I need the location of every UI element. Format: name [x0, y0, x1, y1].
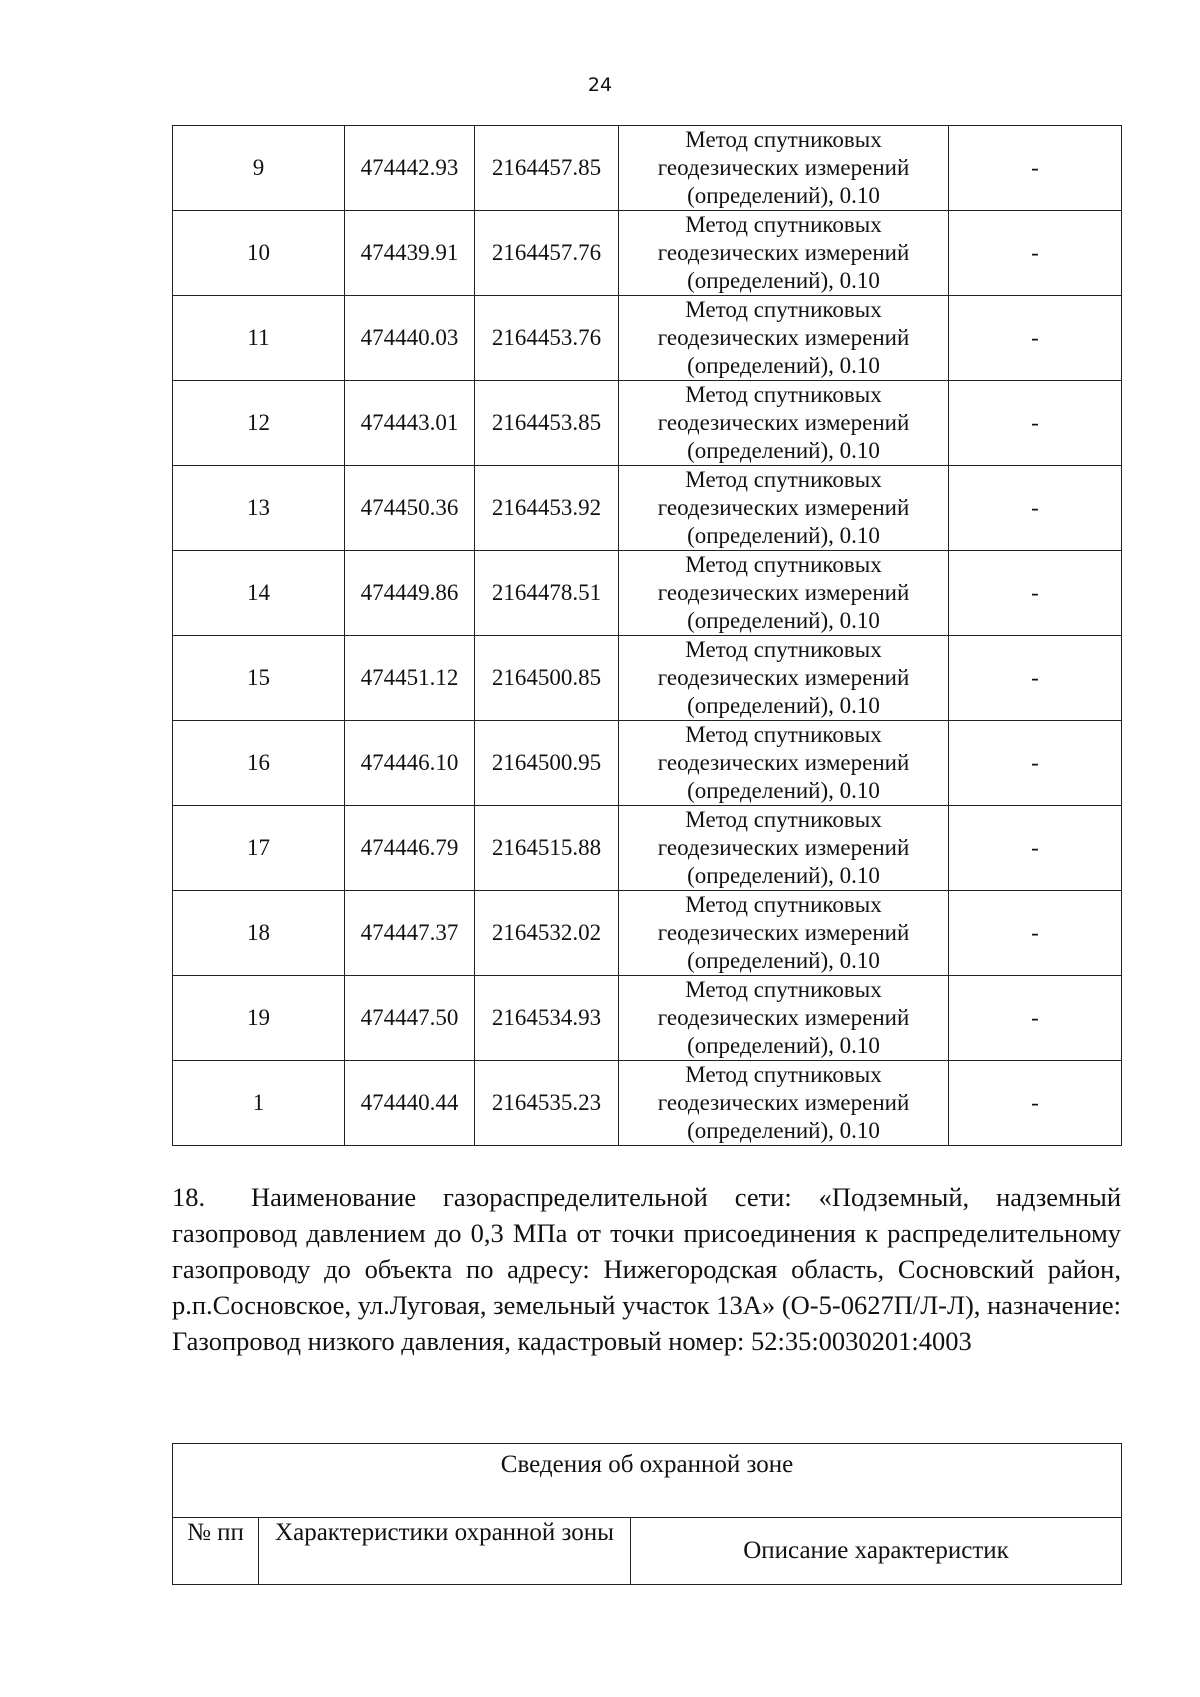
method-line: (определений), 0.10 — [687, 523, 880, 548]
method-line: (определений), 0.10 — [687, 1033, 880, 1058]
method-line: Метод спутниковых — [685, 467, 882, 492]
method-line: геодезических измерений — [657, 835, 910, 860]
coordinates-table-body — [173, 126, 1122, 1146]
zone-col-characteristics: Характеристики охранной зоны — [259, 1518, 631, 1585]
table-row — [173, 126, 1122, 211]
y-coordinate-cell: 2164453.85 — [475, 381, 619, 466]
method-line: (определений), 0.10 — [687, 1118, 880, 1143]
table-row — [173, 806, 1122, 891]
x-coordinate-cell: 474446.79 — [345, 806, 475, 891]
note-cell: - — [949, 551, 1122, 636]
point-number-cell: 13 — [173, 466, 345, 551]
x-coordinate-cell: 474442.93 — [345, 126, 475, 211]
point-number-cell: 15 — [173, 636, 345, 721]
zone-table-title: Сведения об охранной зоне — [173, 1444, 1122, 1518]
y-coordinate-cell: 2164535.23 — [475, 1061, 619, 1146]
point-number-cell: 16 — [173, 721, 345, 806]
method-line: геодезических измерений — [657, 665, 910, 690]
x-coordinate-cell: 474450.36 — [345, 466, 475, 551]
method-line: (определений), 0.10 — [687, 438, 880, 463]
y-coordinate-cell: 2164500.95 — [475, 721, 619, 806]
zone-col-description: Описание характеристик — [631, 1518, 1122, 1585]
method-line: геодезических измерений — [657, 325, 910, 350]
table-row — [173, 211, 1122, 296]
method-line: геодезических измерений — [657, 495, 910, 520]
method-line: (определений), 0.10 — [687, 778, 880, 803]
method-line: Метод спутниковых — [685, 212, 882, 237]
method-cell — [619, 211, 949, 296]
method-line: Метод спутниковых — [685, 637, 882, 662]
coordinates-table — [172, 125, 1122, 1146]
method-line: (определений), 0.10 — [687, 353, 880, 378]
point-number-cell: 10 — [173, 211, 345, 296]
method-line: геодезических измерений — [657, 240, 910, 265]
note-cell: - — [949, 976, 1122, 1061]
point-number-cell: 12 — [173, 381, 345, 466]
method-line: (определений), 0.10 — [687, 268, 880, 293]
method-cell — [619, 636, 949, 721]
method-line: (определений), 0.10 — [687, 863, 880, 888]
method-line: геодезических измерений — [657, 155, 910, 180]
table-row — [173, 381, 1122, 466]
method-line: Метод спутниковых — [685, 127, 882, 152]
x-coordinate-cell: 474440.44 — [345, 1061, 475, 1146]
point-number-cell: 1 — [173, 1061, 345, 1146]
method-line: Метод спутниковых — [685, 1062, 882, 1087]
method-line: Метод спутниковых — [685, 722, 882, 747]
note-cell: - — [949, 891, 1122, 976]
note-cell: - — [949, 721, 1122, 806]
method-cell — [619, 1061, 949, 1146]
note-cell: - — [949, 466, 1122, 551]
table-row — [173, 721, 1122, 806]
y-coordinate-cell: 2164457.85 — [475, 126, 619, 211]
method-line: (определений), 0.10 — [687, 608, 880, 633]
y-coordinate-cell: 2164453.76 — [475, 296, 619, 381]
table-row — [173, 466, 1122, 551]
note-cell: - — [949, 636, 1122, 721]
section-number: 18. — [172, 1182, 206, 1212]
y-coordinate-cell: 2164500.85 — [475, 636, 619, 721]
method-cell — [619, 126, 949, 211]
x-coordinate-cell: 474439.91 — [345, 211, 475, 296]
section-paragraph — [172, 1179, 1121, 1359]
y-coordinate-cell: 2164532.02 — [475, 891, 619, 976]
note-cell: - — [949, 211, 1122, 296]
method-cell — [619, 381, 949, 466]
protection-zone-table — [172, 1443, 1122, 1585]
page-number: 24 — [587, 74, 613, 96]
method-line: Метод спутниковых — [685, 807, 882, 832]
method-line: геодезических измерений — [657, 410, 910, 435]
note-cell: - — [949, 296, 1122, 381]
section-text: Наименование газораспределительной сети: «Подземный, надземный газопровод давлением до 0,3 МПа от точки присоединения к распределительному газопроводу до объекта по адресу: Нижегородская область, Сосновский район, р.п.Сосновское, ул.Луговая, земельный участок 13А» (О-5-0627П/Л-Л), назначение: Газопровод низкого давления, кадастровый номер: 52:35:0030201:4003 — [172, 1182, 1121, 1356]
table-row — [173, 551, 1122, 636]
method-line: геодезических измерений — [657, 1005, 910, 1030]
method-line: геодезических измерений — [657, 750, 910, 775]
method-line: геодезических измерений — [657, 580, 910, 605]
method-cell — [619, 721, 949, 806]
x-coordinate-cell: 474443.01 — [345, 381, 475, 466]
method-line: Метод спутниковых — [685, 382, 882, 407]
method-line: (определений), 0.10 — [687, 948, 880, 973]
x-coordinate-cell: 474447.37 — [345, 891, 475, 976]
method-line: геодезических измерений — [657, 920, 910, 945]
method-line: (определений), 0.10 — [687, 693, 880, 718]
table-row — [173, 296, 1122, 381]
table-row — [173, 636, 1122, 721]
method-line: Метод спутниковых — [685, 297, 882, 322]
table-row — [173, 1061, 1122, 1146]
method-cell — [619, 806, 949, 891]
x-coordinate-cell: 474446.10 — [345, 721, 475, 806]
point-number-cell: 18 — [173, 891, 345, 976]
note-cell: - — [949, 126, 1122, 211]
y-coordinate-cell: 2164478.51 — [475, 551, 619, 636]
x-coordinate-cell: 474449.86 — [345, 551, 475, 636]
point-number-cell: 17 — [173, 806, 345, 891]
y-coordinate-cell: 2164453.92 — [475, 466, 619, 551]
point-number-cell: 14 — [173, 551, 345, 636]
point-number-cell: 9 — [173, 126, 345, 211]
method-cell — [619, 296, 949, 381]
y-coordinate-cell: 2164515.88 — [475, 806, 619, 891]
point-number-cell: 19 — [173, 976, 345, 1061]
method-cell — [619, 976, 949, 1061]
method-cell — [619, 551, 949, 636]
x-coordinate-cell: 474451.12 — [345, 636, 475, 721]
method-line: Метод спутниковых — [685, 977, 882, 1002]
y-coordinate-cell: 2164534.93 — [475, 976, 619, 1061]
note-cell: - — [949, 1061, 1122, 1146]
method-cell — [619, 466, 949, 551]
method-line: Метод спутниковых — [685, 552, 882, 577]
method-line: (определений), 0.10 — [687, 183, 880, 208]
point-number-cell: 11 — [173, 296, 345, 381]
x-coordinate-cell: 474447.50 — [345, 976, 475, 1061]
x-coordinate-cell: 474440.03 — [345, 296, 475, 381]
note-cell: - — [949, 381, 1122, 466]
y-coordinate-cell: 2164457.76 — [475, 211, 619, 296]
note-cell: - — [949, 806, 1122, 891]
table-row — [173, 976, 1122, 1061]
method-line: геодезических измерений — [657, 1090, 910, 1115]
method-cell — [619, 891, 949, 976]
table-row — [173, 891, 1122, 976]
method-line: Метод спутниковых — [685, 892, 882, 917]
zone-col-number: № пп — [173, 1518, 259, 1585]
